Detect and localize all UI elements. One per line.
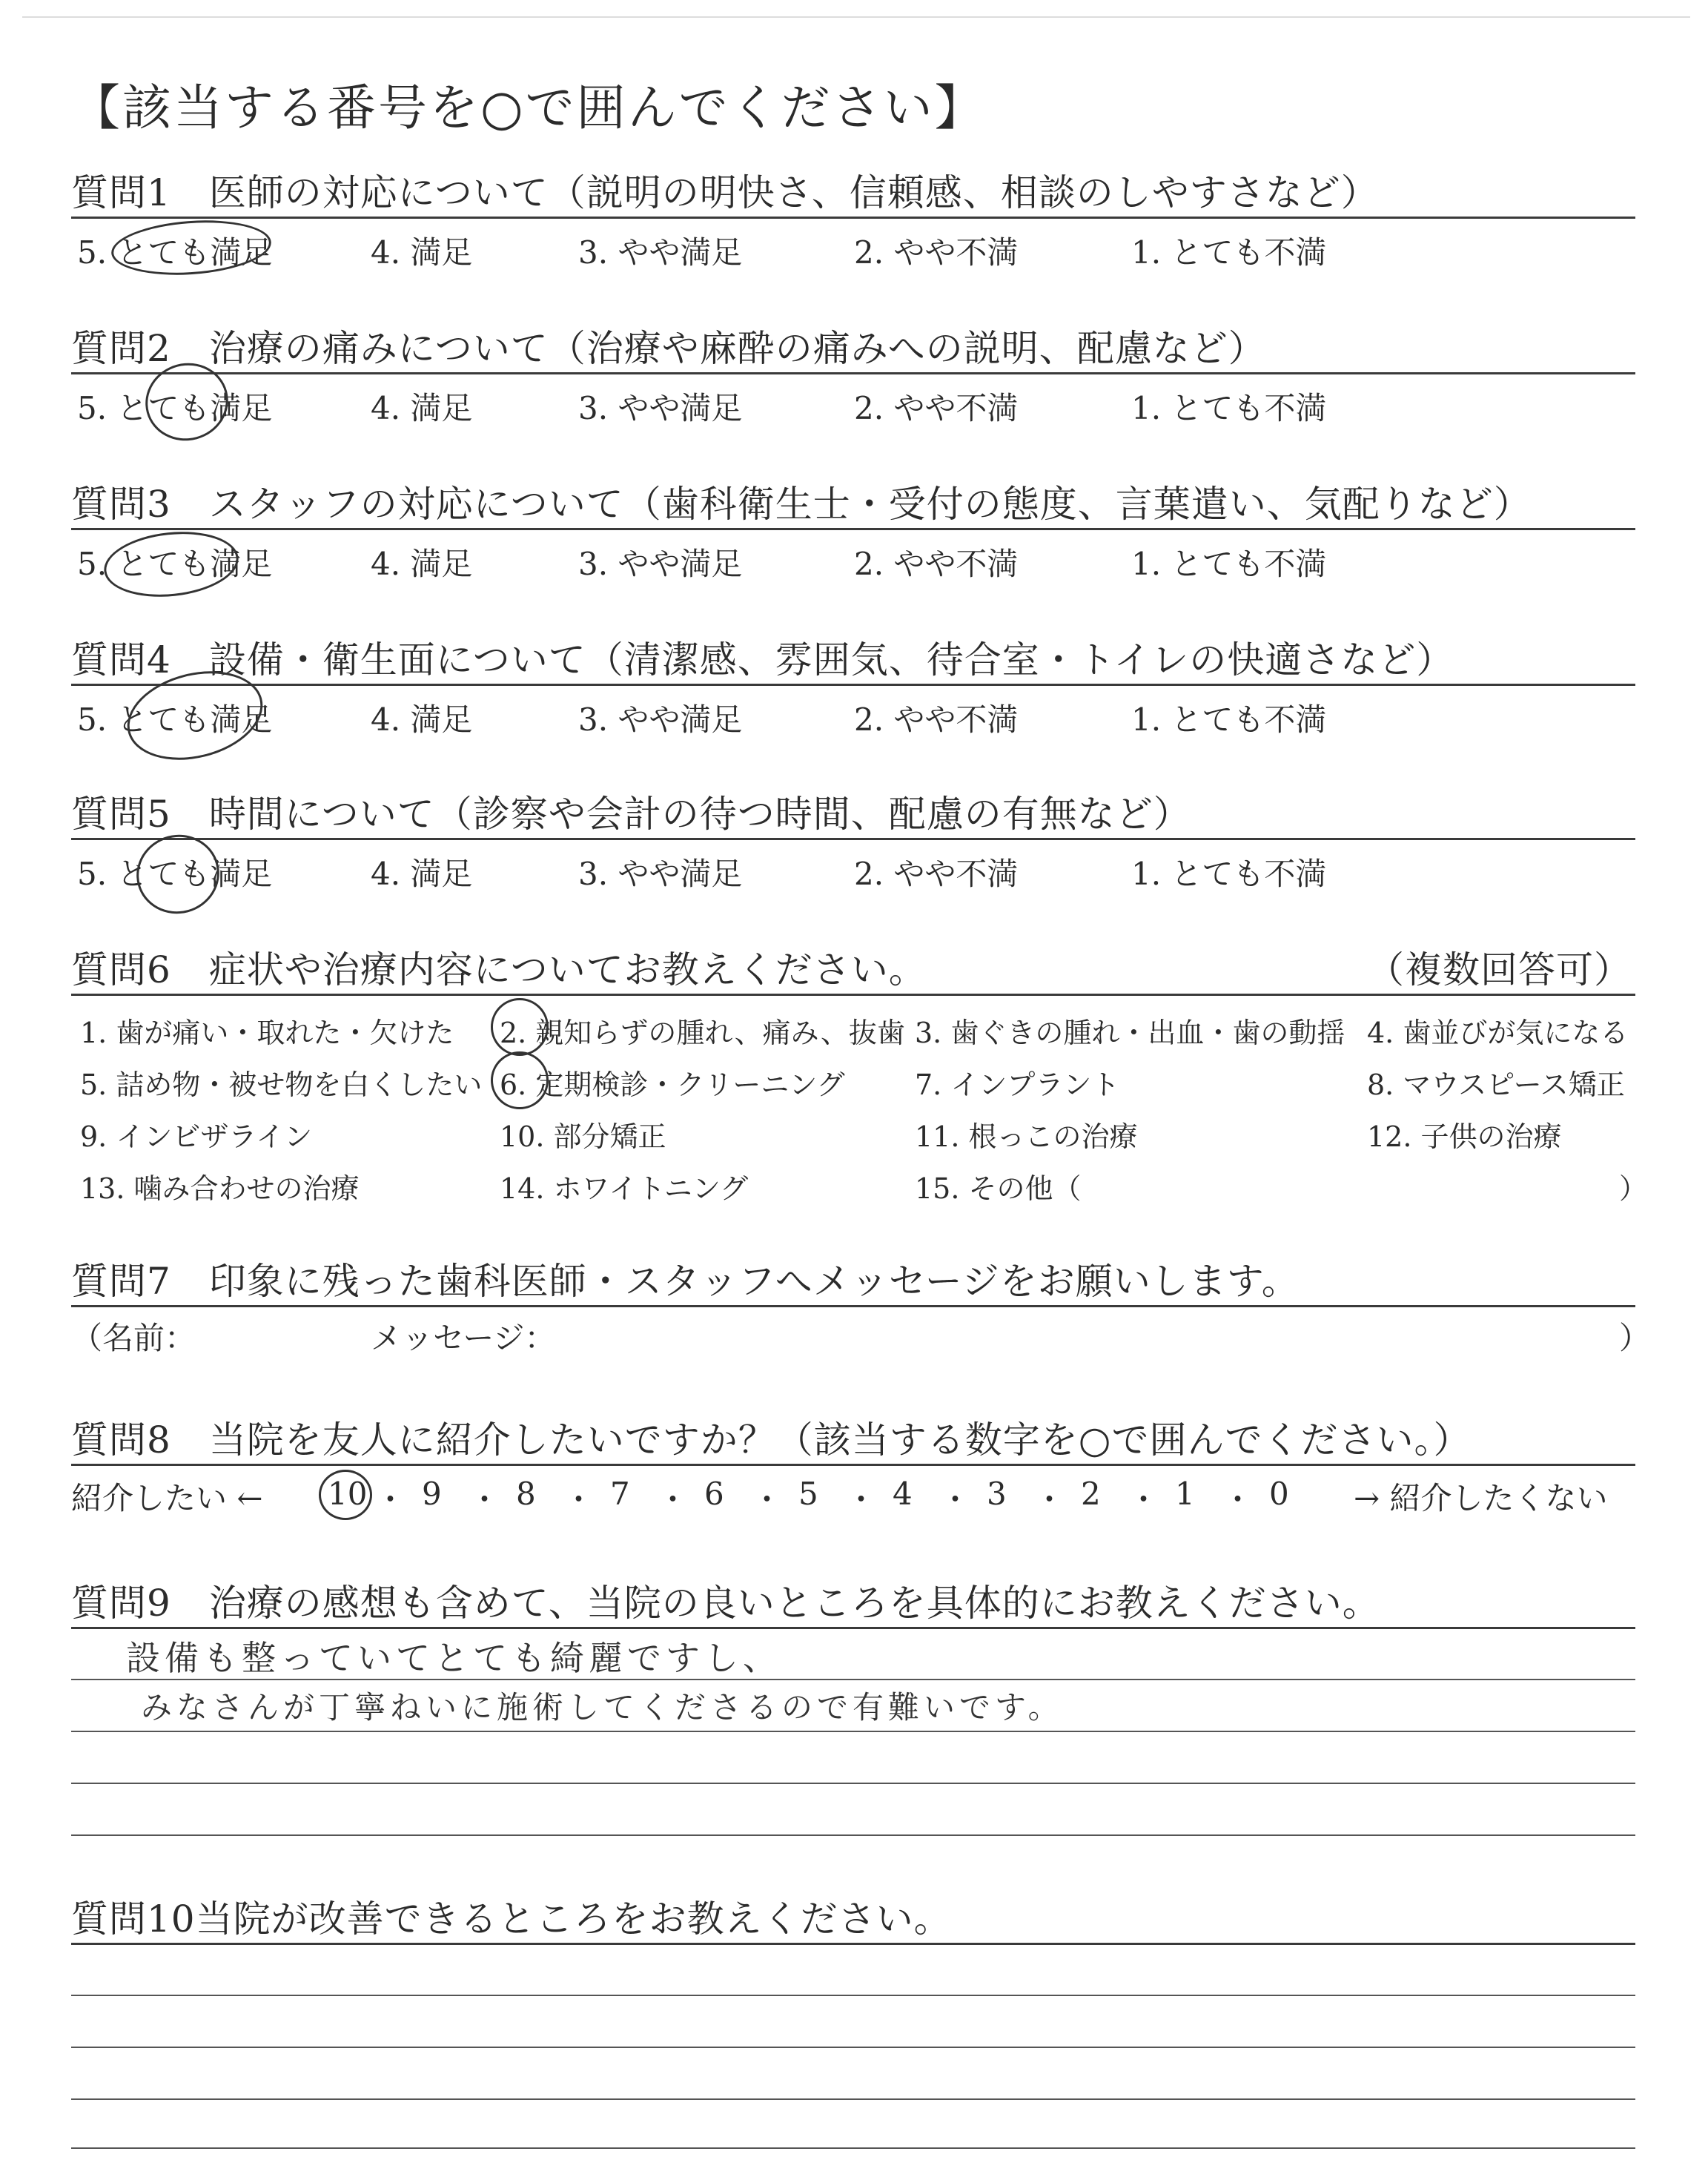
q2-option-2[interactable]: 2. やや不満 — [854, 390, 1019, 426]
q1-option-1[interactable]: 1. とても不満 — [1131, 234, 1327, 271]
q7-close-paren: ） — [1619, 1320, 1651, 1356]
q5-selection-circle — [128, 825, 228, 922]
q3-option-1[interactable]: 1. とても不満 — [1131, 546, 1327, 582]
q9-answer-line-2 — [71, 1731, 1635, 1732]
q3-rule — [71, 528, 1635, 530]
q8-scale-separator: ・ — [657, 1482, 689, 1518]
q3-option-4[interactable]: 4. 満足 — [371, 546, 473, 582]
q8-scale-separator: ・ — [1128, 1482, 1159, 1518]
q1-option-4[interactable]: 4. 満足 — [371, 234, 473, 271]
q6-option-7[interactable]: 7. インプラント — [915, 1069, 1120, 1101]
q6-selection-circle-2 — [491, 998, 549, 1056]
q8-rule — [71, 1464, 1635, 1466]
q3-option-5[interactable]: 5. とても満足 — [77, 546, 273, 582]
q7-heading — [71, 1252, 1300, 1305]
q8-scale-separator: ・ — [469, 1482, 500, 1518]
q5-text: 時間について（診察や会計の待つ時間、配慮の有無など） — [208, 793, 1191, 836]
q2-text: 治療の痛みについて（治療や麻酔の痛みへの説明、配慮など） — [208, 327, 1266, 370]
q4-rule — [71, 684, 1635, 686]
q8-heading — [71, 1410, 1471, 1464]
q3-option-3[interactable]: 3. やや満足 — [578, 546, 743, 582]
q10-rule — [71, 1943, 1635, 1945]
q5-option-3[interactable]: 3. やや満足 — [578, 856, 743, 892]
q9-label: 質問9 — [71, 1582, 171, 1625]
q6-option-11[interactable]: 11. 根っこの治療 — [915, 1120, 1138, 1153]
q3-text: スタッフの対応について（歯科衛生士・受付の態度、言葉遣い、気配りなど） — [208, 483, 1532, 526]
q4-option-5[interactable]: 5. とても満足 — [77, 701, 273, 738]
q5-option-2[interactable]: 2. やや不満 — [854, 856, 1019, 892]
q8-scale-value[interactable]: 4 — [893, 1476, 913, 1512]
q8-scale-value[interactable]: 3 — [987, 1476, 1007, 1512]
q8-label: 質問8 — [71, 1418, 171, 1462]
q9-answer-line-4 — [71, 1834, 1635, 1836]
q4-heading — [71, 630, 1454, 684]
q8-scale-value[interactable]: 1 — [1175, 1476, 1195, 1512]
q6-option-9[interactable]: 9. インビザライン — [80, 1120, 313, 1153]
q5-option-4[interactable]: 4. 満足 — [371, 856, 473, 892]
q8-scale-separator: ・ — [374, 1482, 406, 1518]
q4-option-1[interactable]: 1. とても不満 — [1131, 701, 1327, 738]
q8-scale-value[interactable]: 5 — [798, 1476, 818, 1512]
q10-heading — [71, 1889, 952, 1943]
q1-option-2[interactable]: 2. やや不満 — [854, 234, 1019, 271]
q6-option-12[interactable]: 12. 子供の治療 — [1367, 1120, 1562, 1153]
q10-label: 質問10 — [71, 1898, 196, 1941]
q7-text: 印象に残った歯科医師・スタッフへメッセージをお願いします。 — [208, 1260, 1300, 1303]
q4-option-4[interactable]: 4. 満足 — [371, 701, 473, 738]
q5-label: 質問5 — [71, 793, 171, 836]
q2-option-3[interactable]: 3. やや満足 — [578, 390, 743, 426]
q8-scale-value[interactable]: 0 — [1269, 1476, 1289, 1512]
q10-text: 当院が改善できるところをお教えください。 — [195, 1898, 952, 1941]
q1-label: 質問1 — [71, 171, 171, 214]
q6-option-4[interactable]: 4. 歯並びが気になる — [1367, 1017, 1629, 1049]
q1-option-3[interactable]: 3. やや満足 — [578, 234, 743, 271]
q3-heading — [71, 475, 1532, 528]
q10-answer-line-4 — [71, 2147, 1635, 2149]
q9-text: 治療の感想も含めて、当院の良いところを具体的にお教えください。 — [208, 1582, 1380, 1625]
q2-option-1[interactable]: 1. とても不満 — [1131, 390, 1327, 426]
q6-note: （複数回答可） — [1367, 948, 1632, 991]
q1-rule — [71, 217, 1635, 219]
q9-answer-line-3 — [71, 1783, 1635, 1784]
q6-option-6[interactable]: 6. 定期検診・クリーニング — [500, 1069, 845, 1101]
q4-label: 質問4 — [71, 638, 171, 681]
q6-option-15[interactable]: 15. その他（ — [915, 1172, 1082, 1205]
q9-handwritten-line-2: みなさんが丁寧ねいに施術してくださるので有難いです。 — [141, 1689, 1064, 1725]
q8-scale-value[interactable]: 8 — [516, 1476, 536, 1512]
q10-answer-line-2 — [71, 2047, 1635, 2048]
q8-scale-separator: ・ — [1222, 1482, 1254, 1518]
q8-scale-separator: ・ — [563, 1482, 595, 1518]
q5-heading — [71, 785, 1191, 838]
q8-scale-value[interactable]: 2 — [1081, 1476, 1101, 1512]
q8-right-label: → 紹介したくない — [1354, 1480, 1608, 1516]
q2-label: 質問2 — [71, 327, 171, 370]
q7-label: 質問7 — [71, 1260, 171, 1303]
q4-option-2[interactable]: 2. やや不満 — [854, 701, 1019, 738]
q7-message-label: メッセージ： — [371, 1320, 556, 1356]
q1-option-5[interactable]: 5. とても満足 — [77, 234, 273, 271]
form-title: 【該当する番号を○で囲んでください】 — [71, 79, 986, 136]
q4-text: 設備・衛生面について（清潔感、雰囲気、待合室・トイレの快適さなど） — [208, 638, 1454, 681]
q6-option-1[interactable]: 1. 歯が痛い・取れた・欠けた — [80, 1017, 454, 1049]
q1-text: 医師の対応について（説明の明快さ、信頼感、相談のしやすさなど） — [208, 171, 1379, 214]
q8-scale-value[interactable]: 7 — [610, 1476, 630, 1512]
q10-answer-line-3 — [71, 2098, 1635, 2100]
q8-scale-separator: ・ — [845, 1482, 877, 1518]
q6-option-5[interactable]: 5. 詰め物・被せ物を白くしたい — [80, 1069, 483, 1101]
q8-scale-separator: ・ — [751, 1482, 783, 1518]
q6-heading — [71, 940, 927, 994]
q2-rule — [71, 372, 1635, 374]
q6-option-2[interactable]: 2. 親知らずの腫れ、痛み、抜歯 — [500, 1017, 905, 1049]
q2-option-5[interactable]: 5. とても満足 — [77, 390, 273, 426]
q8-scale-value[interactable]: 9 — [422, 1476, 442, 1512]
q8-scale-value[interactable]: 10 — [328, 1476, 368, 1512]
q6-option-15-close: ） — [1619, 1172, 1648, 1205]
q8-text: 当院を友人に紹介したいですか？（該当する数字を○で囲んでください。） — [208, 1418, 1472, 1462]
q6-option-3[interactable]: 3. 歯ぐきの腫れ・出血・歯の動揺 — [915, 1017, 1345, 1049]
q3-label: 質問3 — [71, 483, 171, 526]
q9-rule — [71, 1627, 1635, 1629]
q7-rule — [71, 1305, 1635, 1307]
q3-selection-circle — [101, 526, 242, 604]
q8-scale-separator: ・ — [939, 1482, 971, 1518]
q9-handwritten-line-1: 設備も整っていてとても綺麗ですし、 — [126, 1638, 781, 1678]
q6-text: 症状や治療内容についてお教えください。 — [208, 948, 927, 991]
q8-left-label: 紹介したい ← — [71, 1480, 263, 1516]
q4-option-3[interactable]: 3. やや満足 — [578, 701, 743, 738]
q5-rule — [71, 838, 1635, 840]
q6-rule — [71, 994, 1635, 996]
q10-answer-line-1 — [71, 1995, 1635, 1996]
q7-name-label: （名前： — [71, 1320, 196, 1356]
q6-option-10[interactable]: 10. 部分矯正 — [500, 1120, 666, 1153]
q6-option-13[interactable]: 13. 噛み合わせの治療 — [80, 1172, 360, 1205]
q2-option-4[interactable]: 4. 満足 — [371, 390, 473, 426]
q3-option-2[interactable]: 2. やや不満 — [854, 546, 1019, 582]
q9-heading — [71, 1573, 1380, 1627]
q1-heading — [71, 163, 1379, 217]
q6-option-14[interactable]: 14. ホワイトニング — [500, 1172, 749, 1205]
q5-option-5[interactable]: 5. とても満足 — [77, 856, 273, 892]
q5-option-1[interactable]: 1. とても不満 — [1131, 856, 1327, 892]
q6-label: 質問6 — [71, 948, 171, 991]
q2-heading — [71, 319, 1266, 372]
q8-selection-circle — [319, 1470, 372, 1520]
q6-selection-circle-6 — [491, 1051, 549, 1109]
q8-scale-value[interactable]: 6 — [704, 1476, 724, 1512]
q8-scale-separator: ・ — [1033, 1482, 1065, 1518]
q6-option-8[interactable]: 8. マウスピース矯正 — [1367, 1069, 1625, 1101]
top-border — [22, 16, 1690, 18]
